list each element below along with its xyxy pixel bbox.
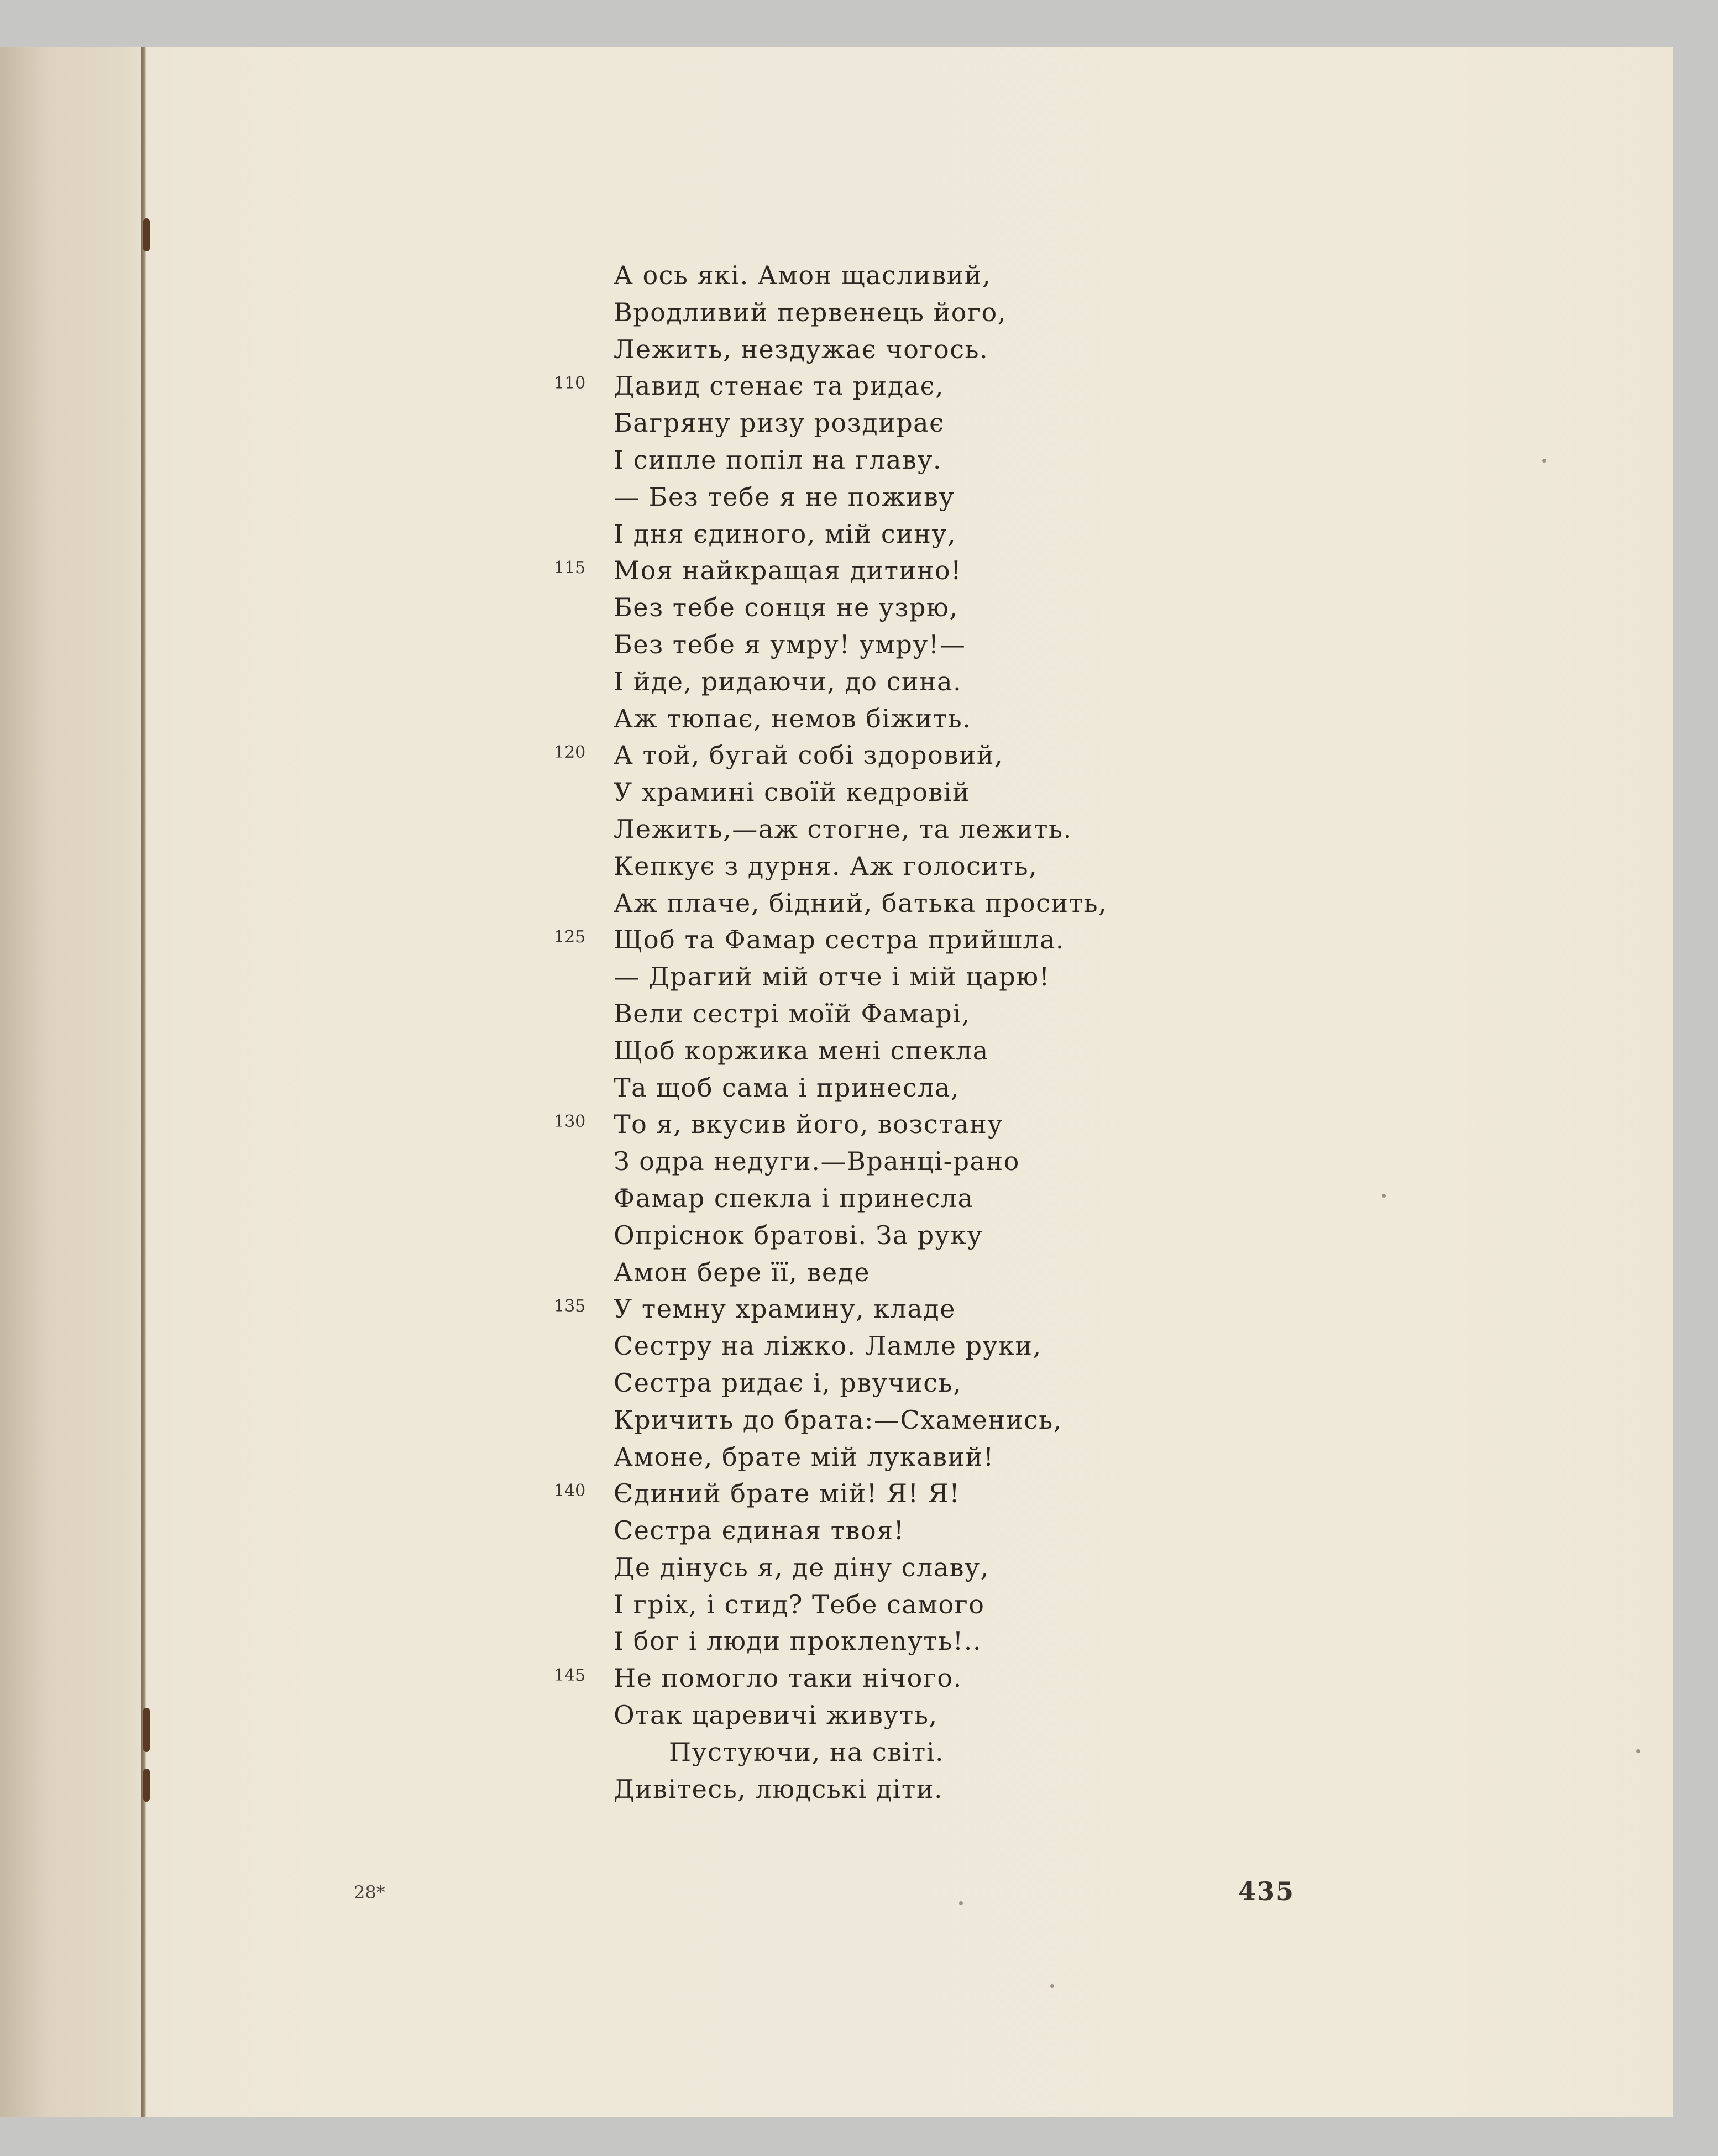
poem-line xyxy=(553,995,1382,1032)
poem-line xyxy=(553,958,1382,995)
poem-line-text: Вродливий первенець його, xyxy=(614,297,1007,327)
binding-mark xyxy=(143,1769,150,1802)
poem-line-text: У храмині своїй кедровій xyxy=(614,777,971,807)
poem-line xyxy=(553,774,1382,811)
poem-text xyxy=(553,257,1382,1807)
poem-line-text: І йде, ридаючи, до сина. xyxy=(614,666,962,696)
poem-line-text: Вели сестрі моїй Фамарі, xyxy=(614,998,971,1029)
poem-line-text: З одра недуги.—Вранці-рано xyxy=(614,1146,1020,1177)
poem-line-text: Дивітесь, людські діти. xyxy=(614,1774,944,1804)
poem-line-text: Амон бере її, веде xyxy=(614,1257,871,1287)
poem-line xyxy=(553,1180,1382,1217)
poem-line xyxy=(553,811,1382,848)
poem-line xyxy=(553,1106,1382,1143)
poem-line xyxy=(553,1032,1382,1069)
paper-speck xyxy=(959,1901,963,1905)
poem-line-text: Аж тюпає, немов біжить. xyxy=(614,703,972,733)
line-number: 140 xyxy=(554,1481,586,1501)
poem-line xyxy=(553,331,1382,368)
poem-line xyxy=(553,663,1382,700)
poem-line-text: Та щоб сама і принесла, xyxy=(614,1072,960,1103)
binding-mark xyxy=(143,218,150,251)
poem-line-text: Де дінусь я, де діну славу, xyxy=(614,1552,989,1582)
page-number: 435 xyxy=(1238,1876,1295,1906)
printer-signature: 28* xyxy=(354,1882,385,1903)
poem-line xyxy=(553,1254,1382,1291)
poem-line xyxy=(553,442,1382,479)
poem-line xyxy=(553,1291,1382,1328)
poem-line xyxy=(553,1549,1382,1586)
poem-line-text: Сестра єдиная твоя! xyxy=(614,1515,905,1546)
poem-line xyxy=(553,700,1382,737)
book-gutter xyxy=(141,47,146,2117)
line-number: 125 xyxy=(554,927,586,947)
poem-line-text: І дня єдиного, мій сину, xyxy=(614,518,957,549)
poem-line-text: Без тебе я умру! умру!— xyxy=(614,629,966,659)
poem-line-text: Аж плаче, бідний, батька просить, xyxy=(614,888,1108,918)
poem-line-text: Лежить, нездужає чогось. xyxy=(614,334,989,364)
poem-line xyxy=(553,1623,1382,1660)
poem-line-text: Без тебе сонця не узрю, xyxy=(614,592,958,623)
line-number: 135 xyxy=(554,1297,586,1316)
poem-line-text: А той, бугай собі здоровий, xyxy=(614,740,1004,770)
line-number: 145 xyxy=(554,1666,586,1686)
poem-line xyxy=(553,368,1382,405)
poem-line xyxy=(553,921,1382,958)
poem-line-text: — Драгий мій отче і мій царю! xyxy=(614,962,1050,992)
poem-line xyxy=(553,1069,1382,1106)
poem-line xyxy=(553,1697,1382,1734)
poem-line-text: Амоне, брате мій лукавий! xyxy=(614,1441,994,1472)
poem-line xyxy=(553,257,1382,294)
poem-line xyxy=(553,1586,1382,1623)
poem-line xyxy=(553,1365,1382,1402)
poem-line xyxy=(553,552,1382,589)
poem-line-text: Кричить до брата:—Схаменись, xyxy=(614,1404,1062,1435)
poem-line-text: Отак царевичі живуть, xyxy=(614,1700,938,1730)
poem-line-text: Фамар спекла і принесла xyxy=(614,1183,974,1213)
paper-speck xyxy=(1382,1194,1386,1198)
poem-line-text: Опріснок братові. За руку xyxy=(614,1220,983,1250)
poem-line xyxy=(553,737,1382,774)
poem-line-text: Лежить,—аж стогне, та лежить. xyxy=(614,814,1072,844)
poem-line-text: То я, вкусив його, возстану xyxy=(614,1109,1003,1140)
poem-line-text: У темну храмину, кладе xyxy=(614,1294,956,1324)
book-page xyxy=(0,47,1673,2117)
poem-line-text: Давид стенає та ридає, xyxy=(614,371,944,401)
poem-line xyxy=(553,1328,1382,1365)
poem-line-text: А ось які. Амон щасливий, xyxy=(614,260,992,290)
binding-mark xyxy=(143,1708,150,1752)
poem-line xyxy=(553,1771,1382,1808)
line-number: 130 xyxy=(554,1112,586,1132)
poem-line-text: Кепкує з дурня. Аж голосить, xyxy=(614,851,1038,881)
poem-line xyxy=(553,1512,1382,1549)
poem-line xyxy=(553,405,1382,442)
line-number: 120 xyxy=(554,743,586,763)
poem-line xyxy=(553,294,1382,331)
poem-line-text: Багряну ризу роздирає xyxy=(614,408,945,438)
poem-line xyxy=(553,1217,1382,1254)
poem-line-text: І сипле попіл на главу. xyxy=(614,444,942,475)
paper-speck xyxy=(1636,1749,1640,1753)
poem-line-text: Щоб та Фамар сестра прийшла. xyxy=(614,925,1065,955)
poem-line-text: Щоб коржика мені спекла xyxy=(614,1035,989,1066)
poem-line xyxy=(553,1402,1382,1439)
poem-line-text: І гріх, і стид? Тебе самого xyxy=(614,1589,985,1619)
poem-line-text: І бог і люди проклenуть!.. xyxy=(614,1626,982,1656)
poem-line xyxy=(553,1734,1382,1771)
paper-speck xyxy=(1050,1984,1054,1988)
poem-line xyxy=(553,1439,1382,1476)
line-number: 115 xyxy=(554,558,586,578)
poem-line-text: Єдиний брате мій! Я! Я! xyxy=(614,1478,961,1509)
paper-speck xyxy=(1542,459,1546,463)
poem-line xyxy=(553,626,1382,663)
poem-line xyxy=(553,1475,1382,1512)
poem-line xyxy=(553,516,1382,553)
poem-line-text: Пустуючи, на світі. xyxy=(669,1737,945,1767)
poem-line xyxy=(553,1660,1382,1697)
poem-line xyxy=(553,479,1382,516)
poem-line xyxy=(553,1143,1382,1180)
poem-line-text: Сестру на ліжко. Ламле руки, xyxy=(614,1331,1042,1361)
poem-line-text: Моя найкращая дитино! xyxy=(614,555,962,586)
poem-line-text: Не помогло таки нічого. xyxy=(614,1663,962,1693)
poem-line xyxy=(553,885,1382,922)
poem-line xyxy=(553,848,1382,885)
poem-line-text: Сестра ридає і, рвучись, xyxy=(614,1367,962,1398)
poem-line xyxy=(553,589,1382,626)
poem-line-text: — Без тебе я не поживу xyxy=(614,481,955,512)
line-number: 110 xyxy=(554,374,586,394)
